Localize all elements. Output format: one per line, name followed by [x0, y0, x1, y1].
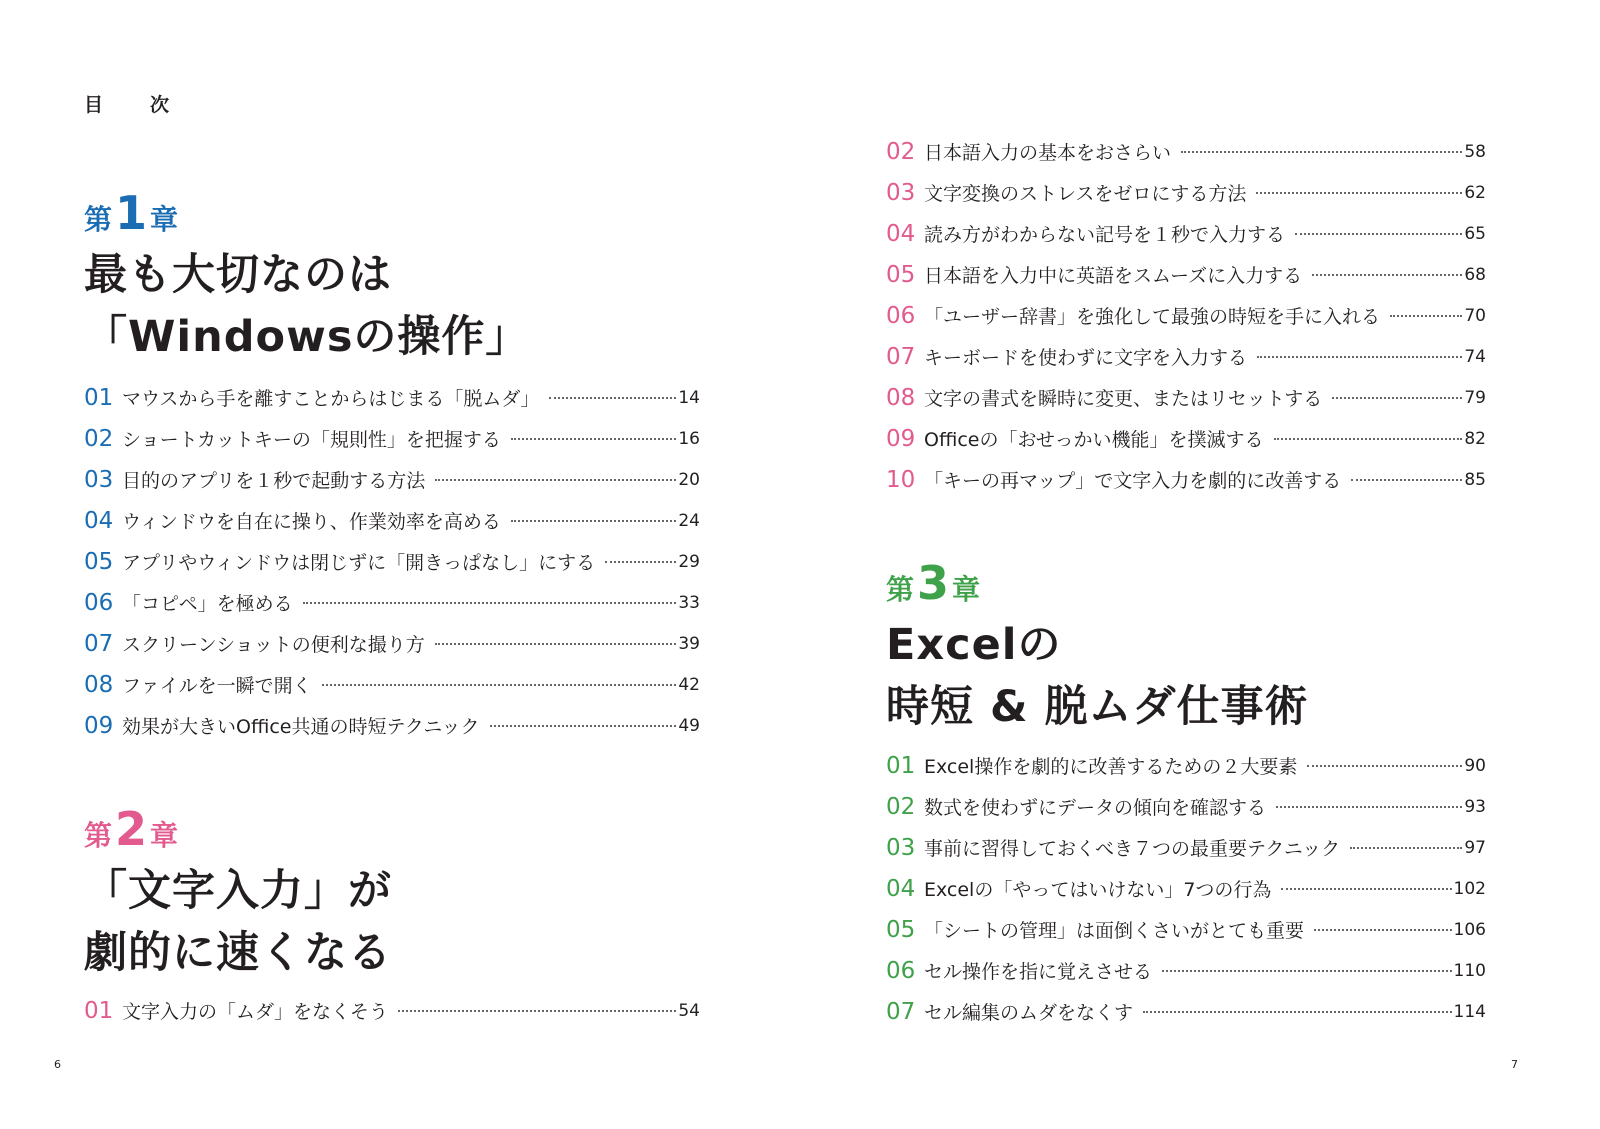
- dot-leader: [1307, 765, 1462, 767]
- toc-entry-page: 14: [678, 387, 700, 408]
- toc-entry-title: Excel操作を劇的に改善するための２大要素: [924, 756, 1298, 778]
- dot-leader: [1143, 1011, 1452, 1013]
- chapter-heading-line: 「Windowsの操作」: [84, 312, 530, 362]
- toc-entry-title: 事前に習得しておくべき７つの最重要テクニック: [924, 838, 1341, 860]
- toc-entry-page: 54: [678, 1000, 700, 1021]
- toc-entry-page: 70: [1464, 305, 1486, 326]
- chapter-3-toc-list: [886, 745, 1486, 1032]
- toc-entry[interactable]: [886, 459, 1486, 500]
- toc-entry[interactable]: [886, 254, 1486, 295]
- toc-entry-title: セル編集のムダをなくす: [924, 1002, 1134, 1024]
- toc-entry-title: 文字の書式を瞬時に変更、またはリセットする: [924, 388, 1323, 410]
- toc-entry[interactable]: [886, 418, 1486, 459]
- toc-entry-title: 「コピペ」を極める: [122, 593, 293, 615]
- toc-entry-title: セル操作を指に覚えさせる: [924, 961, 1153, 983]
- chapter-1-heading: [84, 244, 529, 368]
- chapter-1: [84, 186, 530, 368]
- chapter-heading-line: 最も大切なのは: [84, 250, 392, 300]
- toc-entry-title: ショートカットキーの「規則性」を把握する: [122, 429, 501, 451]
- dot-leader: [1257, 356, 1462, 358]
- chapter-number: 3: [917, 556, 950, 610]
- toc-entry-title: 文字変換のストレスをゼロにする方法: [924, 183, 1247, 205]
- toc-entry-number: 03: [84, 466, 114, 493]
- dot-leader: [1274, 438, 1463, 440]
- dot-leader: [435, 643, 677, 645]
- toc-entry-number: 04: [886, 875, 916, 902]
- toc-entry-page: 106: [1453, 919, 1486, 940]
- toc-entry[interactable]: [84, 623, 700, 664]
- chapter-label-prefix: 第: [886, 573, 915, 606]
- toc-entry-title: 目的のアプリを１秒で起動する方法: [122, 470, 426, 492]
- dot-leader: [435, 479, 676, 481]
- toc-entry-number: 06: [84, 589, 114, 616]
- toc-entry-number: 01: [84, 384, 114, 411]
- chapter-heading-line: Excelの: [886, 620, 1062, 670]
- toc-entry-number: 02: [886, 793, 916, 820]
- toc-entry-number: 04: [886, 220, 916, 247]
- toc-entry-title: 日本語を入力中に英語をスムーズに入力する: [924, 265, 1303, 287]
- dot-leader: [605, 561, 676, 563]
- toc-entry[interactable]: [84, 990, 700, 1031]
- toc-entry-title: ウィンドウを自在に操り、作業効率を高める: [122, 511, 501, 533]
- toc-entry[interactable]: [886, 909, 1486, 950]
- toc-entry[interactable]: [84, 418, 700, 459]
- dot-leader: [1256, 192, 1462, 194]
- toc-entry[interactable]: [886, 827, 1486, 868]
- toc-entry[interactable]: [886, 868, 1486, 909]
- toc-entry-title: 「シートの管理」は面倒くさいがとても重要: [924, 920, 1305, 942]
- toc-title: 目 次: [84, 94, 184, 116]
- toc-entry-title: 「キーの再マップ」で文字入力を劇的に改善する: [924, 470, 1342, 492]
- toc-entry-title: スクリーンショットの便利な撮り方: [122, 634, 425, 656]
- toc-entry-page: 68: [1464, 264, 1486, 285]
- toc-entry-number: 10: [886, 466, 916, 493]
- dot-leader: [1281, 888, 1451, 890]
- toc-entry[interactable]: [886, 745, 1486, 786]
- toc-entry-page: 29: [678, 551, 700, 572]
- dot-leader: [398, 1010, 676, 1012]
- toc-entry-page: 58: [1464, 141, 1486, 162]
- toc-entry[interactable]: [84, 541, 700, 582]
- right-page: [800, 0, 1600, 1129]
- chapter-1-label: [84, 186, 529, 240]
- dot-leader: [1350, 847, 1462, 849]
- toc-entry-number: 09: [886, 425, 916, 452]
- dot-leader: [322, 684, 677, 686]
- dot-leader: [1162, 970, 1452, 972]
- chapter-number: 1: [115, 186, 148, 240]
- chapter-heading-line: 「文字入力」が: [84, 866, 392, 916]
- dot-leader: [511, 438, 676, 440]
- chapter-heading-line: 劇的に速くなる: [84, 928, 392, 978]
- toc-entry-page: 114: [1453, 1001, 1486, 1022]
- toc-entry-page: 90: [1464, 755, 1486, 776]
- toc-entry-number: 08: [84, 671, 114, 698]
- toc-entry-title: 数式を使わずにデータの傾向を確認する: [924, 797, 1267, 819]
- chapter-3-heading: [886, 614, 1308, 738]
- toc-entry-title: マウスから手を離すことからはじまる「脱ムダ」: [122, 388, 540, 410]
- toc-entry-number: 07: [886, 343, 916, 370]
- toc-entry-title: Excelの「やってはいけない」7つの行為: [924, 879, 1272, 901]
- toc-entry-title: ファイルを一瞬で開く: [122, 675, 312, 697]
- toc-entry-title: 日本語入力の基本をおさらい: [924, 142, 1172, 164]
- toc-entry-page: 65: [1464, 223, 1486, 244]
- toc-entry-number: 07: [886, 998, 916, 1025]
- toc-entry-page: 33: [678, 592, 700, 613]
- toc-entry-number: 02: [886, 138, 916, 165]
- dot-leader: [1332, 397, 1462, 399]
- toc-entry-number: 02: [84, 425, 114, 452]
- toc-entry-page: 110: [1453, 960, 1486, 981]
- toc-entry-page: 24: [678, 510, 700, 531]
- dot-leader: [1295, 233, 1462, 235]
- toc-entry-number: 04: [84, 507, 114, 534]
- toc-entry[interactable]: [84, 582, 700, 623]
- toc-entry[interactable]: [886, 336, 1486, 377]
- toc-entry-page: 20: [678, 469, 700, 490]
- toc-entry[interactable]: [886, 172, 1486, 213]
- chapter-1-toc-list: [84, 377, 700, 746]
- page-number-left: 6: [54, 1058, 61, 1071]
- toc-entry[interactable]: [886, 786, 1486, 827]
- toc-entry[interactable]: [84, 705, 700, 746]
- toc-entry-page: 39: [678, 633, 700, 654]
- chapter-3: [886, 556, 1309, 738]
- chapter-label-prefix: 第: [84, 203, 113, 236]
- toc-entry-number: 03: [886, 179, 916, 206]
- toc-entry-number: 06: [886, 957, 916, 984]
- toc-entry-page: 74: [1464, 346, 1486, 367]
- toc-entry[interactable]: [886, 131, 1486, 172]
- toc-entry-number: 07: [84, 630, 114, 657]
- chapter-2: [84, 802, 392, 984]
- chapter-label-suffix: 章: [952, 573, 981, 606]
- toc-entry-number: 05: [886, 916, 916, 943]
- dot-leader: [1276, 806, 1462, 808]
- dot-leader: [1351, 479, 1462, 481]
- toc-entry-number: 05: [886, 261, 916, 288]
- toc-entry[interactable]: [886, 213, 1486, 254]
- chapter-2-label: [84, 802, 392, 856]
- toc-entry[interactable]: [886, 991, 1486, 1032]
- toc-entry-page: 82: [1464, 428, 1486, 449]
- chapter-label-prefix: 第: [84, 819, 113, 852]
- toc-entry-number: 01: [886, 752, 916, 779]
- chapter-number: 2: [115, 802, 148, 856]
- toc-entry-number: 06: [886, 302, 916, 329]
- dot-leader: [303, 602, 677, 604]
- toc-entry[interactable]: [886, 295, 1486, 336]
- toc-entry-page: 102: [1453, 878, 1486, 899]
- dot-leader: [490, 725, 677, 727]
- toc-entry-page: 16: [678, 428, 700, 449]
- toc-entry[interactable]: [84, 664, 700, 705]
- toc-entry-page: 62: [1464, 182, 1486, 203]
- toc-entry-title: 読み方がわからない記号を１秒で入力する: [924, 224, 1286, 246]
- chapter-label-suffix: 章: [150, 819, 179, 852]
- toc-entry-title: アプリやウィンドウは閉じずに「開きっぱなし」にする: [122, 552, 596, 574]
- toc-entry-number: 01: [84, 997, 114, 1024]
- toc-entry-number: 05: [84, 548, 114, 575]
- chapter-3-label: [886, 556, 1308, 610]
- dot-leader: [1181, 151, 1462, 153]
- toc-entry[interactable]: [886, 377, 1486, 418]
- toc-entry-number: 03: [886, 834, 916, 861]
- toc-entry-page: 93: [1464, 796, 1486, 817]
- toc-entry-title: Officeの「おせっかい機能」を撲滅する: [924, 429, 1264, 451]
- toc-entry[interactable]: [886, 950, 1486, 991]
- toc-entry[interactable]: [84, 500, 700, 541]
- toc-entry-page: 85: [1464, 469, 1486, 490]
- chapter-2-heading: [84, 860, 392, 984]
- dot-leader: [1312, 274, 1462, 276]
- toc-entry-page: 79: [1464, 387, 1486, 408]
- chapter-2-toc-list-left: [84, 990, 700, 1031]
- toc-entry-title: 「ユーザー辞書」を強化して最強の時短を手に入れる: [924, 306, 1381, 328]
- chapter-label-suffix: 章: [150, 203, 179, 236]
- chapter-heading-line: 時短 & 脱ムダ仕事術: [886, 682, 1309, 732]
- dot-leader: [549, 397, 676, 399]
- toc-entry-title: キーボードを使わずに文字を入力する: [924, 347, 1248, 369]
- dot-leader: [1314, 929, 1452, 931]
- toc-entry-number: 08: [886, 384, 916, 411]
- toc-entry[interactable]: [84, 459, 700, 500]
- dot-leader: [1390, 315, 1462, 317]
- dot-leader: [511, 520, 676, 522]
- toc-entry-page: 42: [678, 674, 700, 695]
- toc-entry-page: 49: [678, 715, 700, 736]
- page-number-right: 7: [1511, 1058, 1518, 1071]
- toc-entry-page: 97: [1464, 837, 1486, 858]
- toc-entry[interactable]: [84, 377, 700, 418]
- chapter-2-toc-list-right: [886, 131, 1486, 500]
- toc-entry-title: 文字入力の「ムダ」をなくそう: [122, 1001, 389, 1023]
- toc-entry-title: 効果が大きいOffice共通の時短テクニック: [122, 716, 480, 738]
- toc-entry-number: 09: [84, 712, 114, 739]
